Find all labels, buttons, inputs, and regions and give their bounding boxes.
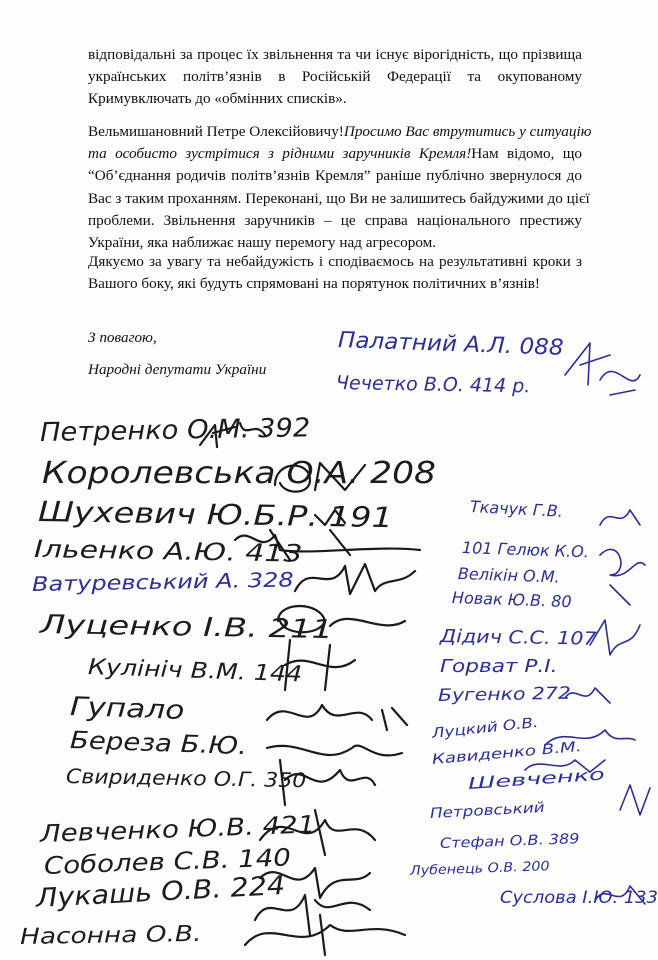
handwritten-signature: Левченко Ю.В. 421 <box>39 810 316 848</box>
handwritten-signature: Ткачук Г.В. <box>469 497 564 521</box>
handwritten-signature: Ватуревський А. 328 <box>31 567 294 596</box>
text-line: відповідальні за процес їх звільнення та чи існує вірогідність, що прізвища <box>88 46 582 63</box>
handwritten-signature: Петренко О.М. 392 <box>39 413 311 448</box>
handwritten-signature: Шухевич Ю.Б.Р. 191 <box>37 495 394 535</box>
signature-scribble <box>290 556 420 601</box>
closing-text: З повагою, <box>88 329 157 346</box>
text-line: Вас з таким проханням. Переконані, що Ви не залишитесь байдужими до цієї <box>88 189 590 207</box>
handwritten-signature: Велікін О.М. <box>457 564 560 587</box>
handwritten-signature: Лукашь О.В. 224 <box>35 870 286 914</box>
signature-scribble <box>560 678 620 713</box>
handwritten-signature: 101 Гелюк К.О. <box>461 538 590 562</box>
text-line: українських політв’язнів в Російській Федерації та окупованому <box>88 68 582 86</box>
signature-scribble <box>195 415 275 455</box>
handwritten-signature: Бугенко 272 <box>437 683 572 706</box>
text-line: України, яка наближає нашу перемогу над агресором. <box>88 234 437 252</box>
text-line: Дякуємо за увагу та небайдужість і сподіваємось на результативні кроки з <box>88 253 582 270</box>
handwritten-signature: Чечетко В.О. 414 р. <box>335 372 531 398</box>
text-line: проблеми. Звільнення заручників – це справа національного престижу <box>88 211 582 229</box>
greeting-text: Вельмишановний Петре Олексійовичу! <box>88 123 344 140</box>
info-text: Нам відомо, що <box>471 145 582 163</box>
text-line: Кримувключать до «обмінних списків». <box>88 90 347 108</box>
signature-scribble <box>560 335 650 415</box>
handwritten-signature: Кулініч В.М. 144 <box>87 655 303 688</box>
signature-scribble <box>615 780 655 820</box>
signature-scribble <box>240 905 410 960</box>
handwritten-signature: Свириденко О.Г. 350 <box>65 764 307 793</box>
signatory-text: Народні депутати України <box>88 361 267 378</box>
paragraph-2 <box>88 121 592 254</box>
handwritten-signature: Королевська О.А. 208 <box>42 456 436 491</box>
handwritten-signature: Шевченко <box>467 764 606 793</box>
signature-scribble <box>590 876 650 916</box>
signature-scribble <box>520 750 610 780</box>
handwritten-signature: Петровський <box>429 800 545 822</box>
paragraph-1 <box>88 44 582 111</box>
text-line: “Об’єднання родичів політв’язнів Кремля” раніше публічно звернулося до <box>88 167 582 185</box>
handwritten-signature: Луцкий О.В. <box>431 714 540 742</box>
handwritten-signature: Насонна О.В. <box>19 921 202 950</box>
signature-scribble <box>595 500 645 535</box>
handwritten-signature: Горват Р.І. <box>440 656 558 677</box>
handwritten-signature: Стефан О.В. 389 <box>439 831 580 852</box>
text-line <box>88 121 592 143</box>
request-text: Просимо Вас втрутитись у ситуацію <box>343 123 592 140</box>
text-line <box>88 143 582 165</box>
signature-scribble <box>590 535 650 610</box>
paragraph-3 <box>88 251 582 295</box>
handwritten-signature: Ільенко А.Ю. 413 <box>33 535 303 568</box>
handwritten-signature: Соболев С.В. 140 <box>43 843 292 880</box>
handwritten-signature: Береза Б.Ю. <box>69 726 248 761</box>
handwritten-signature: Новак Ю.В. 80 <box>451 588 572 612</box>
handwritten-signature: Гупало <box>69 692 185 726</box>
text-line: Вашого боку, які будуть спрямовані на порятунок політичних в’язнів! <box>88 275 540 293</box>
handwritten-signature: Луценко І.В. 211 <box>39 610 334 646</box>
handwritten-signature: Лубенець О.В. 200 <box>409 859 550 879</box>
signature-scribble <box>310 505 350 530</box>
signature-scribble <box>585 615 645 660</box>
handwritten-signature: Кавиденко В.М. <box>431 738 583 768</box>
request-text-cont: та особисто зустрітися з рідними заручників Кремля! <box>88 145 472 163</box>
handwritten-signature: Суслова І.Ю. 133 <box>500 888 658 908</box>
handwritten-signature: Дідич С.С. 107 <box>439 626 597 650</box>
signature-scribble <box>270 455 390 500</box>
handwritten-signature: Палатний А.Л. 088 <box>337 328 564 361</box>
